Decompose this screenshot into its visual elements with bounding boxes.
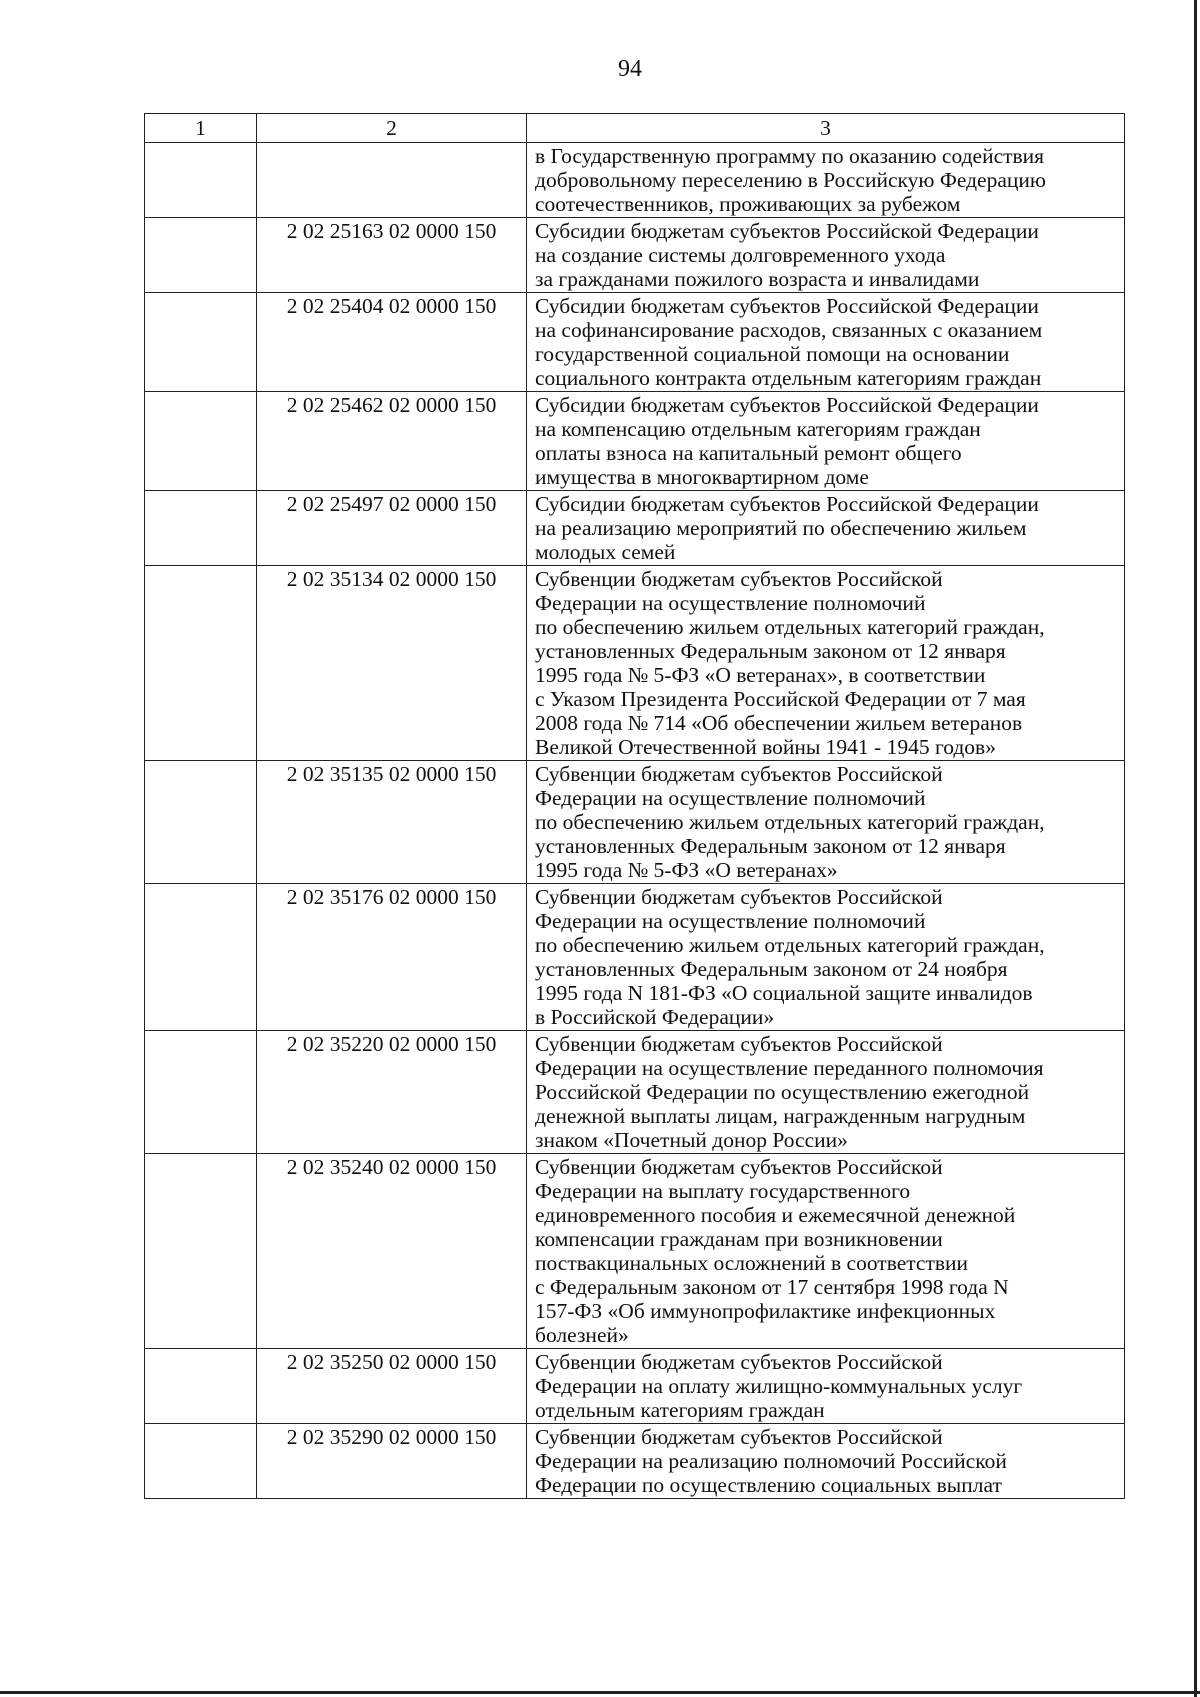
budget-code-cell [257,143,527,218]
description-line: 2008 года № 714 «Об обеспечении жильем ветеранов [535,711,1023,735]
description-line: Субсидии бюджетам субъектов Российской Федерации [535,219,1039,243]
description-line: Федерации по осуществлению социальных выплат [535,1473,1002,1497]
description-line: 157-ФЗ «Об иммунопрофилактике инфекционных [535,1299,996,1323]
row-number-cell [145,1154,257,1349]
budget-code-cell: 2 02 35220 02 0000 150 [257,1031,527,1154]
row-number-cell [145,1424,257,1499]
row-number-cell [145,218,257,293]
description-line: компенсации гражданам при возникновении [535,1227,943,1251]
description-cell [527,761,1125,884]
row-number-cell [145,143,257,218]
budget-code-cell: 2 02 35176 02 0000 150 [257,884,527,1031]
description-line: Субвенции бюджетам субъектов Российской [535,1155,943,1179]
budget-code-cell: 2 02 35290 02 0000 150 [257,1424,527,1499]
budget-code-cell: 2 02 25163 02 0000 150 [257,218,527,293]
row-number-cell [145,293,257,392]
description-line: с Указом Президента Российской Федерации от 7 мая [535,687,1026,711]
description-line: поствакцинальных осложнений в соответствии [535,1251,969,1275]
budget-code-cell: 2 02 35240 02 0000 150 [257,1154,527,1349]
description-cell [527,143,1125,218]
row-number-cell [145,392,257,491]
row-number-cell [145,761,257,884]
table-header-row [145,114,1125,143]
description-line: Федерации на осуществление полномочий [535,909,926,933]
description-line: Федерации на выплату государственного [535,1179,911,1203]
description-line: государственной социальной помощи на основании [535,342,1010,366]
description-line: Субвенции бюджетам субъектов Российской [535,1350,943,1374]
description-line: соотечественников, проживающих за рубежом [535,192,961,216]
description-cell [527,566,1125,761]
budget-code-cell: 2 02 35135 02 0000 150 [257,761,527,884]
description-line: с Федеральным законом от 17 сентября 1998 года N [535,1275,1009,1299]
description-line: 1995 года № 5-ФЗ «О ветеранах», в соответствии [535,663,986,687]
description-cell [527,884,1125,1031]
row-number-cell [145,491,257,566]
description-line: социального контракта отдельным категориям граждан [535,366,1042,390]
column-header-1: 1 [145,114,257,143]
budget-code-cell: 2 02 25497 02 0000 150 [257,491,527,566]
description-line: единовременного пособия и ежемесячной денежной [535,1203,1016,1227]
scan-border-bottom [0,1691,1200,1694]
description-line: Субвенции бюджетам субъектов Российской [535,1032,943,1056]
description-line: Федерации на осуществление полномочий [535,786,926,810]
budget-code-cell: 2 02 25404 02 0000 150 [257,293,527,392]
description-line: установленных Федеральным законом от 12 января [535,834,1006,858]
description-line: по обеспечению жильем отдельных категорий граждан, [535,615,1045,639]
description-cell [527,1424,1125,1499]
description-line: Субсидии бюджетам субъектов Российской Федерации [535,393,1039,417]
description-line: 1995 года N 181-ФЗ «О социальной защите инвалидов [535,981,1033,1005]
description-line: Субсидии бюджетам субъектов Российской Федерации [535,492,1039,516]
row-number-cell [145,884,257,1031]
description-line: Федерации на осуществление полномочий [535,591,926,615]
description-line: Федерации на оплату жилищно-коммунальных услуг [535,1374,1023,1398]
budget-code-cell: 2 02 35250 02 0000 150 [257,1349,527,1424]
column-header-3: 3 [527,114,1125,143]
description-line: болезней» [535,1323,629,1347]
description-line: Субсидии бюджетам субъектов Российской Федерации [535,294,1039,318]
table-row [145,143,1125,218]
description-cell [527,1031,1125,1154]
description-line: денежной выплаты лицам, награжденным нагрудным [535,1104,1026,1128]
description-line: Федерации на осуществление переданного полномочия [535,1056,1044,1080]
description-cell [527,218,1125,293]
description-line: по обеспечению жильем отдельных категорий граждан, [535,810,1045,834]
description-line: на реализацию мероприятий по обеспечению жильем [535,516,1027,540]
description-line: Российской Федерации по осуществлению ежегодной [535,1080,1030,1104]
description-cell [527,1154,1125,1349]
table-row [145,218,1125,293]
scan-border-right [1194,0,1197,1697]
description-line: по обеспечению жильем отдельных категорий граждан, [535,933,1045,957]
description-line: за гражданами пожилого возраста и инвалидами [535,267,980,291]
description-line: отдельным категориям граждан [535,1398,825,1422]
description-line: Федерации на реализацию полномочий Российской [535,1449,1007,1473]
budget-classification-table [144,113,1125,1499]
table-row [145,1349,1125,1424]
description-line: имущества в многоквартирном доме [535,465,869,489]
table-row [145,293,1125,392]
description-line: установленных Федеральным законом от 24 ноября [535,957,1008,981]
description-line: на софинансирование расходов, связанных с оказанием [535,318,1043,342]
description-cell [527,491,1125,566]
page-number: 94 [618,56,642,82]
description-cell [527,293,1125,392]
description-line: в Государственную программу по оказанию содействия [535,144,1045,168]
description-line: молодых семей [535,540,676,564]
budget-code-cell: 2 02 35134 02 0000 150 [257,566,527,761]
table-row [145,761,1125,884]
table-row [145,1154,1125,1349]
description-line: Субвенции бюджетам субъектов Российской [535,567,943,591]
row-number-cell [145,1349,257,1424]
description-line: на создание системы долговременного ухода [535,243,946,267]
description-cell [527,1349,1125,1424]
table-row [145,566,1125,761]
description-line: добровольному переселению в Российскую Федерацию [535,168,1046,192]
description-line: Субвенции бюджетам субъектов Российской [535,885,943,909]
table-row [145,392,1125,491]
description-line: Субвенции бюджетам субъектов Российской [535,762,943,786]
column-header-2: 2 [257,114,527,143]
description-line: в Российской Федерации» [535,1005,775,1029]
description-line: 1995 года № 5-ФЗ «О ветеранах» [535,858,838,882]
description-line: Великой Отечественной войны 1941 - 1945 годов» [535,735,996,759]
description-line: знаком «Почетный донор России» [535,1128,848,1152]
table-row [145,1424,1125,1499]
row-number-cell [145,1031,257,1154]
description-line: на компенсацию отдельным категориям граждан [535,417,981,441]
description-line: установленных Федеральным законом от 12 января [535,639,1006,663]
description-line: Субвенции бюджетам субъектов Российской [535,1425,943,1449]
table-row [145,491,1125,566]
table-row [145,884,1125,1031]
budget-code-cell: 2 02 25462 02 0000 150 [257,392,527,491]
row-number-cell [145,566,257,761]
description-cell [527,392,1125,491]
description-line: оплаты взноса на капитальный ремонт общего [535,441,962,465]
table-row [145,1031,1125,1154]
